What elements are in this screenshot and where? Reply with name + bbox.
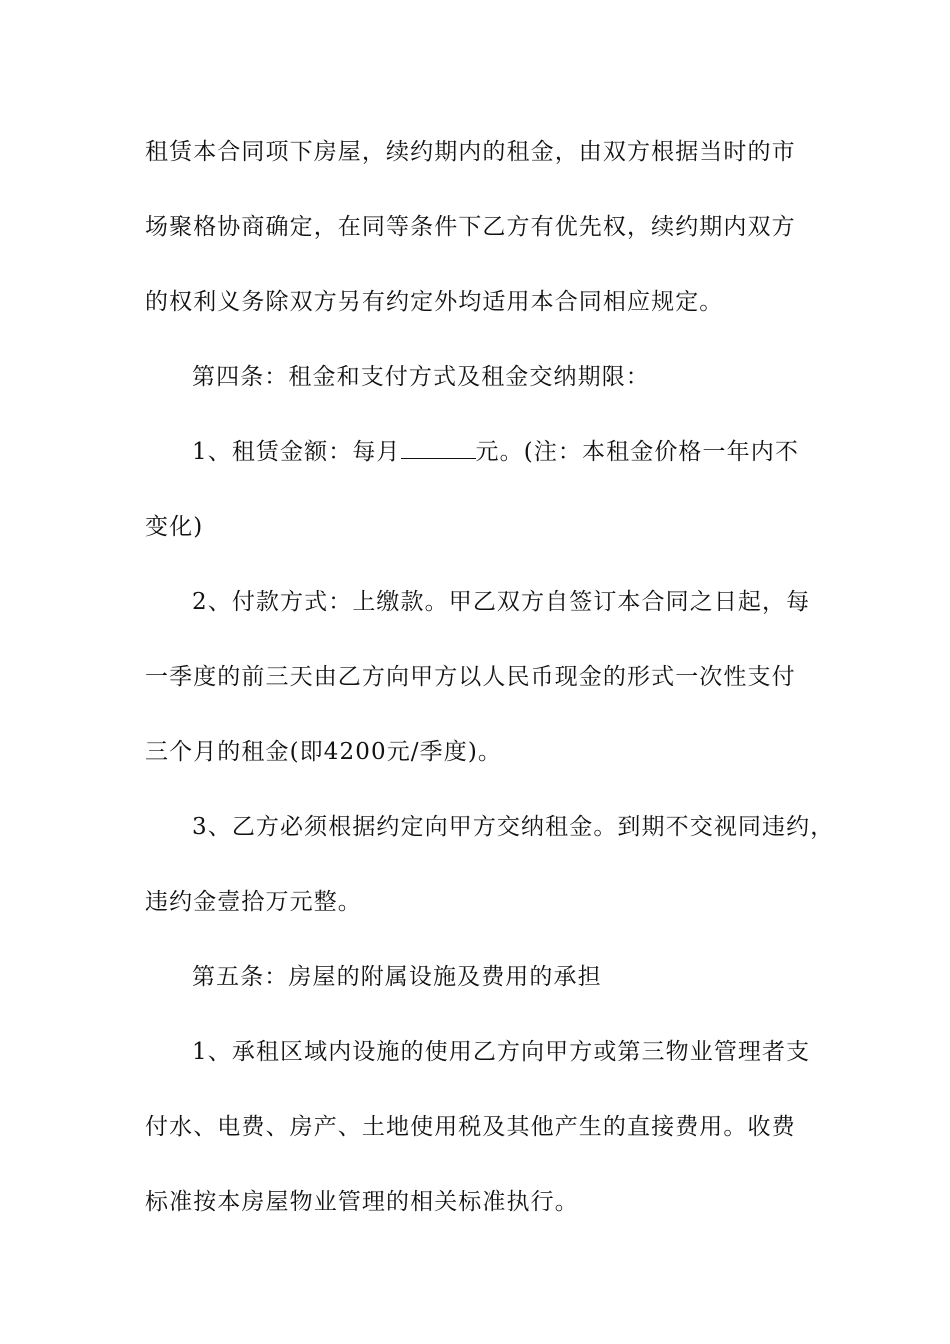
paragraph-line: 的权利义务除双方另有约定外均适用本合同相应规定。 bbox=[145, 289, 724, 315]
article-five-heading: 第五条：房屋的附属设施及费用的承担 bbox=[192, 964, 602, 990]
paragraph-line: 标准按本房屋物业管理的相关标准执行。 bbox=[145, 1189, 579, 1215]
paragraph-line: 违约金壹拾万元整。 bbox=[145, 889, 362, 915]
facilities-line: 1、承租区域内设施的使用乙方向甲方或第三物业管理者支 bbox=[192, 1039, 811, 1065]
paragraph-line: 变化) bbox=[145, 514, 204, 540]
paragraph-line: 三个月的租金(即4200元/季度)。 bbox=[145, 739, 503, 765]
rent-amount-blank bbox=[401, 432, 476, 459]
rent-amount-line bbox=[192, 432, 892, 472]
paragraph-line: 场聚格协商确定，在同等条件下乙方有优先权，续约期内双方 bbox=[145, 214, 796, 240]
payment-obligation-line: 3、乙方必须根据约定向甲方交纳租金。到期不交视同违约， bbox=[192, 814, 835, 840]
paragraph-line: 付水、电费、房产、土地使用税及其他产生的直接费用。收费 bbox=[145, 1114, 796, 1140]
article-four-heading: 第四条：租金和支付方式及租金交纳期限： bbox=[192, 364, 650, 390]
payment-method-line: 2、付款方式：上缴款。甲乙双方自签订本合同之日起，每 bbox=[192, 589, 811, 615]
paragraph-line: 一季度的前三天由乙方向甲方以人民币现金的形式一次性支付 bbox=[145, 664, 796, 690]
paragraph-line: 租赁本合同项下房屋，续约期内的租金，由双方根据当时的市 bbox=[145, 139, 796, 165]
rent-amount-label: 1、租赁金额：每月 bbox=[192, 439, 401, 465]
rent-amount-note: 元。(注：本租金价格一年内不 bbox=[475, 439, 799, 465]
